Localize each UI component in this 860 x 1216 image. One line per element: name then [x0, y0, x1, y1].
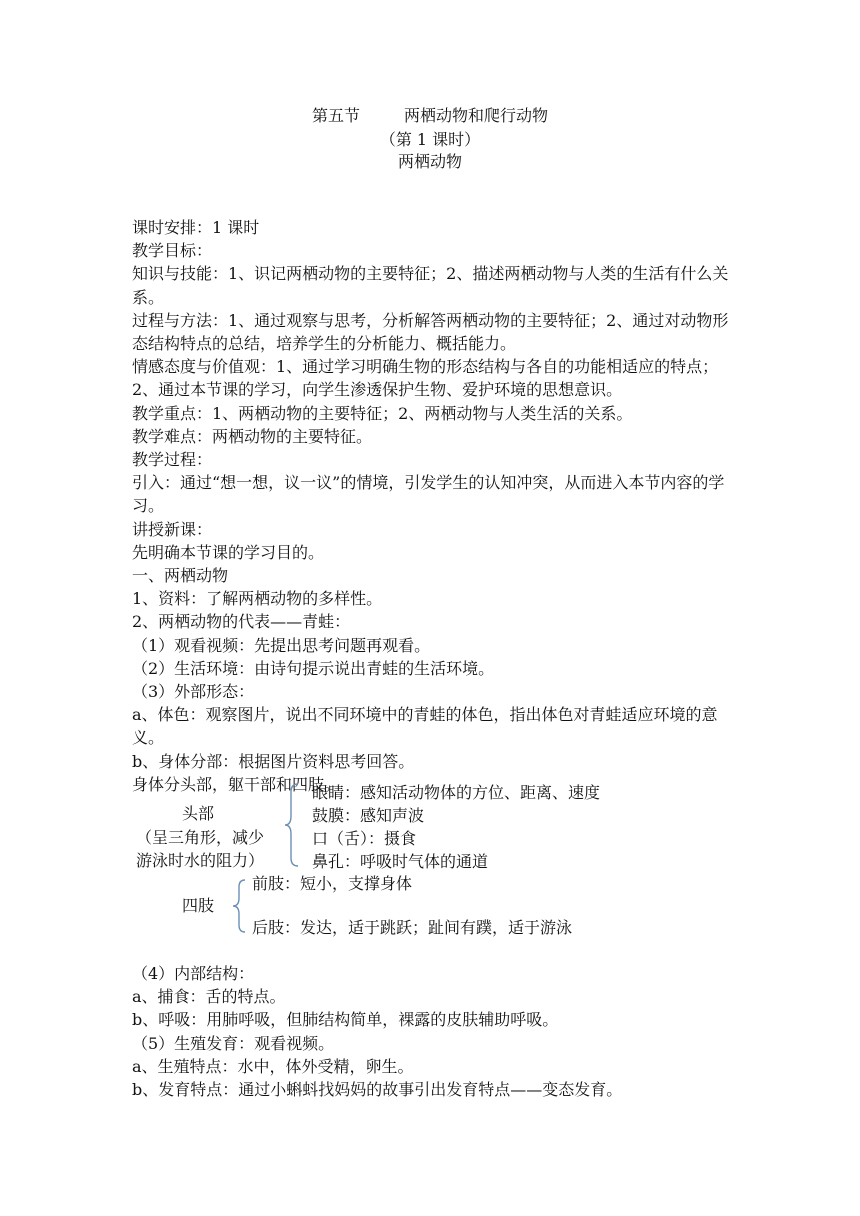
- paragraph: b、呼吸：用肺呼吸，但肺结构简单，裸露的皮肤辅助呼吸。: [132, 1010, 559, 1030]
- lesson-number: （第 1 课时）: [379, 130, 481, 149]
- head-item-mouth: 口（舌）：摄食: [312, 829, 417, 848]
- section-number: 第五节: [311, 106, 360, 125]
- paragraph: 2、两栖动物的代表——青蛙：: [132, 612, 351, 632]
- limbs-label: 四肢: [182, 896, 215, 915]
- head-note-1: （呈三角形，减少: [136, 828, 265, 847]
- section-name: 两栖动物和爬行动物: [404, 106, 549, 125]
- paragraph: 教学重点：1、两栖动物的主要特征；2、两栖动物与人类生活的关系。: [132, 403, 633, 423]
- paragraph: 教学目标：: [132, 241, 213, 261]
- head-note-2: 游泳时水的阻力）: [136, 851, 265, 870]
- paragraph: （5）生殖发育：观看视频。: [132, 1033, 335, 1053]
- lesson-topic: 两栖动物: [397, 152, 462, 171]
- limbs-front: 前肢：短小，支撑身体: [252, 874, 413, 893]
- section-title: [0, 104, 860, 128]
- paragraph: b、身体分部：根据图片资料思考回答。: [132, 751, 415, 771]
- body-text-continued: [132, 962, 732, 1101]
- paragraph: 先明确本节课的学习目的。: [132, 542, 325, 562]
- paragraph: 教学过程：: [132, 450, 213, 470]
- paragraph: 一、两栖动物: [132, 566, 229, 586]
- paragraph: a、体色：观察图片，说出不同环境中的青蛙的体色，指出体色对青蛙适应环境的意义。: [132, 705, 718, 748]
- head-item-eardrum: 鼓膜：感知声波: [312, 806, 425, 825]
- paragraph: 引入：通过“想一想，议一议”的情境，引发学生的认知冲突，从而进入本节内容的学习。: [132, 473, 725, 516]
- paragraph: 身体分头部，躯干部和四肢。: [132, 774, 341, 794]
- paragraph: 课时安排：1 课时: [132, 218, 260, 237]
- limbs-hind: 后肢：发达，适于跳跃；趾间有蹼，适于游泳: [252, 918, 573, 937]
- paragraph: 情感态度与价值观：1、通过学习明确生物的形态结构与各自的功能相适应的特点；2、通过本节课的学习，向学生渗透保护生物、爱护环境的思想意识。: [132, 357, 719, 400]
- left-brace-icon: [230, 878, 248, 934]
- paragraph: （3）外部形态：: [132, 682, 255, 702]
- paragraph: （2）生活环境：由诗句提示说出青蛙的生活环境。: [132, 658, 495, 678]
- paragraph: 过程与方法：1、通过观察与思考，分析解答两栖动物的主要特征；2、通过对动物形态结构特点的总结，培养学生的分析能力、概括能力。: [132, 310, 729, 354]
- body-text: [132, 216, 732, 796]
- paragraph: 知识与技能：1、识记两栖动物的主要特征；2、描述两栖动物与人类的生活有什么关系。: [132, 264, 729, 307]
- paragraph: b、发育特点：通过小蝌蚪找妈妈的故事引出发育特点——变态发育。: [132, 1080, 623, 1100]
- left-brace-icon: [282, 782, 302, 868]
- paragraph: （4）内部结构：: [132, 964, 255, 983]
- paragraph: （1）观看视频：先提出思考问题再观看。: [132, 635, 431, 655]
- head-label: 头部: [182, 804, 215, 823]
- head-item-eyes: 眼睛：感知活动物体的方位、距离、速度: [312, 783, 601, 802]
- paragraph: 讲授新课：: [132, 519, 213, 539]
- paragraph: 1、资料：了解两栖动物的多样性。: [132, 589, 383, 609]
- paragraph: a、生殖特点：水中，体外受精，卵生。: [132, 1056, 414, 1076]
- paragraph: 教学难点：两栖动物的主要特征。: [132, 426, 373, 446]
- head-item-nostrils: 鼻孔：呼吸时气体的通道: [312, 852, 489, 871]
- paragraph: a、捕食：舌的特点。: [132, 987, 286, 1007]
